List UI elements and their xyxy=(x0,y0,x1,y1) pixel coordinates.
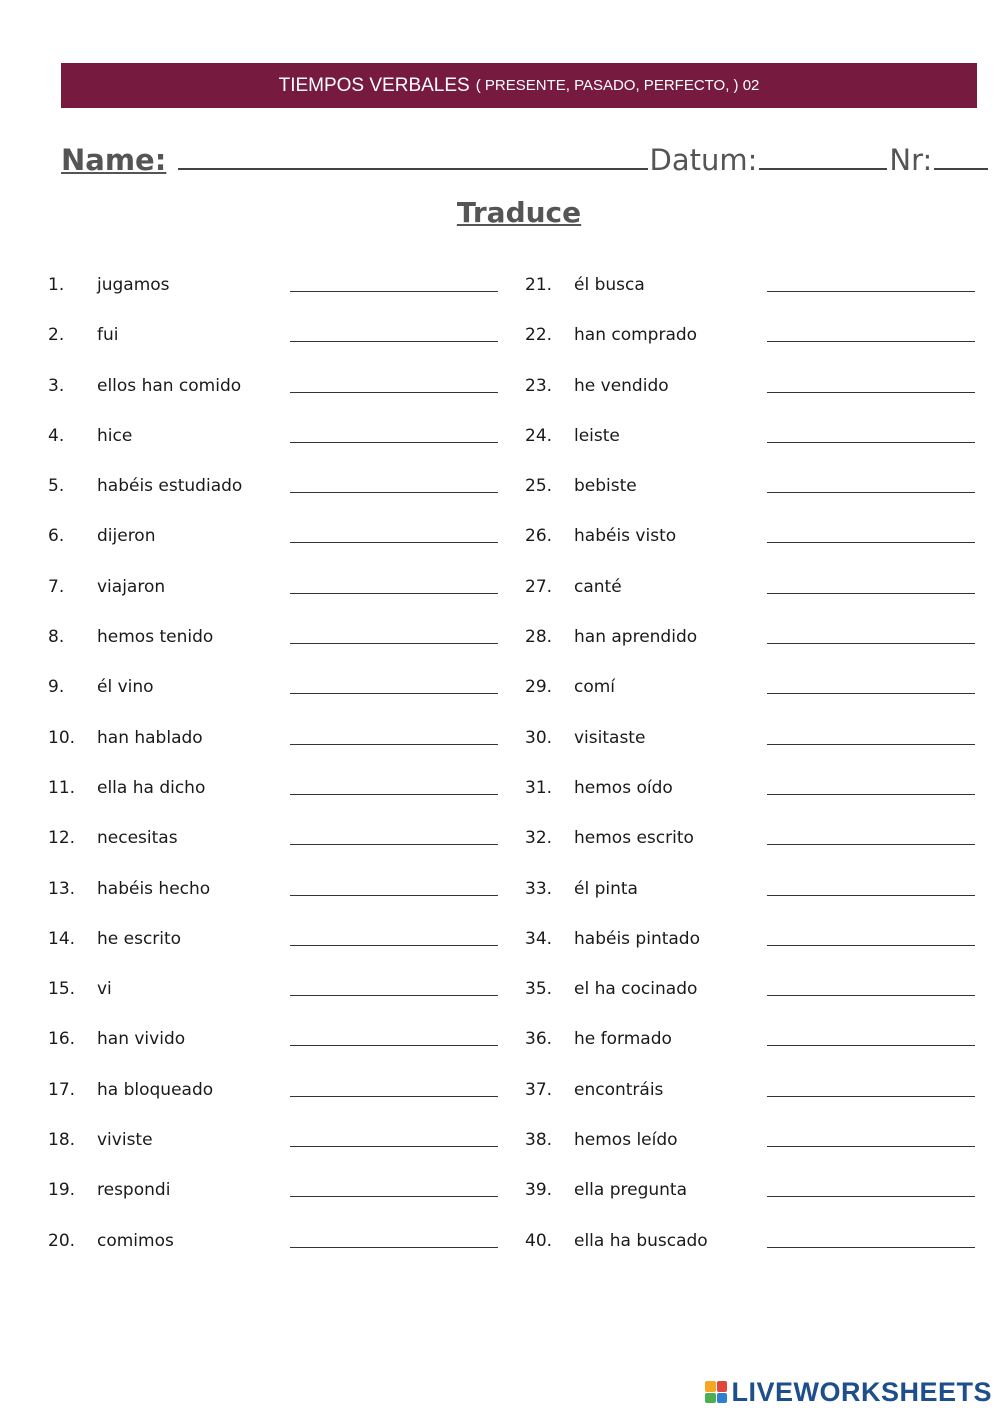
liveworksheets-logo xyxy=(705,1376,992,1408)
item-number: 22. xyxy=(525,325,553,346)
item-number: 3. xyxy=(48,375,65,396)
translation-answer-field[interactable] xyxy=(290,1247,498,1248)
banner-title: TIEMPOS VERBALES xyxy=(278,74,470,96)
spanish-verb: hemos leído xyxy=(574,1130,678,1151)
item-number: 4. xyxy=(48,425,65,446)
translation-answer-field[interactable] xyxy=(767,593,975,594)
spanish-verb: él vino xyxy=(97,677,154,698)
translation-answer-field[interactable] xyxy=(290,492,498,493)
spanish-verb: fui xyxy=(97,325,119,346)
spanish-verb: encontráis xyxy=(574,1079,664,1100)
exercise-row xyxy=(48,1221,508,1271)
item-number: 40. xyxy=(525,1230,553,1251)
spanish-verb: necesitas xyxy=(97,828,178,849)
exercise-row xyxy=(48,1120,508,1170)
item-number: 32. xyxy=(525,828,553,849)
exercise-row xyxy=(525,969,985,1019)
spanish-verb: él pinta xyxy=(574,878,638,899)
exercise-title: Traduce xyxy=(456,196,582,229)
exercise-row xyxy=(48,516,508,566)
spanish-verb: respondi xyxy=(97,1180,171,1201)
exercise-row xyxy=(48,1019,508,1069)
translation-answer-field[interactable] xyxy=(290,844,498,845)
item-number: 19. xyxy=(48,1180,76,1201)
item-number: 1. xyxy=(48,275,65,295)
translation-answer-field[interactable] xyxy=(767,1196,975,1197)
spanish-verb: han aprendido xyxy=(574,627,698,648)
exercise-row xyxy=(525,466,985,516)
exercise-row xyxy=(48,265,508,315)
spanish-verb: he escrito xyxy=(97,928,182,949)
spanish-verb: hice xyxy=(97,425,133,446)
spanish-verb: han vivido xyxy=(97,1029,186,1050)
translation-answer-field[interactable] xyxy=(767,542,975,543)
exercise-column-left xyxy=(48,265,508,1271)
item-number: 10. xyxy=(48,727,76,748)
spanish-verb: hemos oído xyxy=(574,777,673,798)
translation-answer-field[interactable] xyxy=(290,442,498,443)
translation-answer-field[interactable] xyxy=(290,392,498,393)
exercise-row xyxy=(48,1170,508,1220)
item-number: 29. xyxy=(525,677,553,698)
item-number: 15. xyxy=(48,979,76,1000)
spanish-verb: viviste xyxy=(97,1130,153,1151)
exercise-row xyxy=(525,869,985,919)
exercise-row xyxy=(525,617,985,667)
item-number: 14. xyxy=(48,928,76,949)
translation-answer-field[interactable] xyxy=(767,945,975,946)
translation-answer-field[interactable] xyxy=(290,794,498,795)
item-number: 36. xyxy=(525,1029,553,1050)
exercise-row xyxy=(48,567,508,617)
date-label: Datum: xyxy=(649,143,758,177)
exercise-row xyxy=(525,1070,985,1120)
translation-answer-field[interactable] xyxy=(767,844,975,845)
translation-answer-field[interactable] xyxy=(767,442,975,443)
item-number: 30. xyxy=(525,727,553,748)
item-number: 17. xyxy=(48,1079,76,1100)
spanish-verb: comí xyxy=(574,677,616,698)
exercise-row xyxy=(48,919,508,969)
item-number: 12. xyxy=(48,828,76,849)
translation-answer-field[interactable] xyxy=(767,995,975,996)
item-number: 20. xyxy=(48,1230,76,1251)
translation-answer-field[interactable] xyxy=(290,643,498,644)
translation-answer-field[interactable] xyxy=(767,341,975,342)
spanish-verb: hemos escrito xyxy=(574,828,694,849)
exercise-row xyxy=(525,265,985,315)
translation-answer-field[interactable] xyxy=(767,895,975,896)
item-number: 16. xyxy=(48,1029,76,1050)
exercise-row xyxy=(525,366,985,416)
exercise-row xyxy=(525,718,985,768)
exercise-row xyxy=(48,1070,508,1120)
exercise-row xyxy=(525,567,985,617)
logo-square xyxy=(705,1393,716,1404)
banner-subtitle: ( PRESENTE, PASADO, PERFECTO, ) 02 xyxy=(475,77,760,94)
translation-answer-field[interactable] xyxy=(290,1196,498,1197)
exercise-row xyxy=(48,416,508,466)
exercise-row xyxy=(525,818,985,868)
spanish-verb: ella ha buscado xyxy=(574,1230,708,1251)
exercise-row xyxy=(48,366,508,416)
translation-answer-field[interactable] xyxy=(767,1045,975,1046)
logo-mark-icon xyxy=(705,1381,727,1403)
exercise-row xyxy=(48,718,508,768)
item-number: 8. xyxy=(48,627,65,648)
translation-answer-field[interactable] xyxy=(290,895,498,896)
spanish-verb: he vendido xyxy=(574,375,669,396)
translation-answer-field[interactable] xyxy=(290,945,498,946)
item-number: 9. xyxy=(48,677,65,698)
translation-answer-field[interactable] xyxy=(767,291,975,292)
item-number: 39. xyxy=(525,1180,553,1201)
spanish-verb: ellos han comido xyxy=(97,375,242,396)
spanish-verb: han comprado xyxy=(574,325,698,346)
translation-answer-field[interactable] xyxy=(767,693,975,694)
spanish-verb: bebiste xyxy=(574,476,637,497)
exercise-row xyxy=(48,466,508,516)
translation-answer-field[interactable] xyxy=(767,1146,975,1147)
item-number: 18. xyxy=(48,1130,76,1151)
spanish-verb: habéis visto xyxy=(574,526,677,547)
exercise-row xyxy=(48,667,508,717)
item-number: 5. xyxy=(48,476,65,497)
exercise-row xyxy=(525,667,985,717)
translation-answer-field[interactable] xyxy=(290,693,498,694)
spanish-verb: vi xyxy=(97,979,112,1000)
translation-answer-field[interactable] xyxy=(767,392,975,393)
exercise-row xyxy=(525,919,985,969)
item-number: 11. xyxy=(48,777,76,798)
translation-answer-field[interactable] xyxy=(767,794,975,795)
item-number: 25. xyxy=(525,476,553,497)
translation-answer-field[interactable] xyxy=(290,1096,498,1097)
translation-answer-field[interactable] xyxy=(290,291,498,292)
student-info-line xyxy=(61,140,977,188)
exercise-row xyxy=(48,617,508,667)
spanish-verb: ha bloqueado xyxy=(97,1079,214,1100)
spanish-verb: ella ha dicho xyxy=(97,777,206,798)
translation-answer-field[interactable] xyxy=(767,744,975,745)
spanish-verb: el ha cocinado xyxy=(574,979,698,1000)
spanish-verb: he formado xyxy=(574,1029,672,1050)
exercise-row xyxy=(525,416,985,466)
translation-answer-field[interactable] xyxy=(767,1247,975,1248)
translation-answer-field[interactable] xyxy=(290,1045,498,1046)
logo-square xyxy=(717,1393,728,1404)
spanish-verb: hemos tenido xyxy=(97,627,214,648)
spanish-verb: leiste xyxy=(574,425,620,446)
exercise-column-right xyxy=(525,265,985,1271)
translation-answer-field[interactable] xyxy=(767,643,975,644)
exercise-row xyxy=(525,315,985,365)
translation-answer-field[interactable] xyxy=(290,995,498,996)
item-number: 24. xyxy=(525,425,553,446)
logo-square xyxy=(717,1381,728,1392)
number-field[interactable] xyxy=(934,140,988,170)
spanish-verb: habéis hecho xyxy=(97,878,211,899)
name-field[interactable] xyxy=(178,140,648,170)
exercise-row xyxy=(48,818,508,868)
item-number: 35. xyxy=(525,979,553,1000)
date-field[interactable] xyxy=(759,140,887,170)
translation-answer-field[interactable] xyxy=(767,1096,975,1097)
spanish-verb: jugamos xyxy=(97,275,170,295)
translation-answer-field[interactable] xyxy=(290,341,498,342)
exercise-row xyxy=(525,768,985,818)
spanish-verb: habéis estudiado xyxy=(97,476,243,497)
item-number: 28. xyxy=(525,627,553,648)
logo-text: LIVEWORKSHEETS xyxy=(731,1376,992,1407)
item-number: 37. xyxy=(525,1079,553,1100)
translation-answer-field[interactable] xyxy=(290,593,498,594)
spanish-verb: han hablado xyxy=(97,727,203,748)
exercise-row xyxy=(525,516,985,566)
spanish-verb: ella pregunta xyxy=(574,1180,688,1201)
item-number: 26. xyxy=(525,526,553,547)
item-number: 7. xyxy=(48,576,65,597)
exercise-row xyxy=(48,969,508,1019)
translation-answer-field[interactable] xyxy=(290,744,498,745)
exercise-row xyxy=(48,315,508,365)
item-number: 23. xyxy=(525,375,553,396)
item-number: 31. xyxy=(525,777,553,798)
exercise-row xyxy=(525,1170,985,1220)
exercise-row xyxy=(525,1019,985,1069)
item-number: 13. xyxy=(48,878,76,899)
number-label: Nr: xyxy=(889,143,933,177)
name-label: Name: xyxy=(61,143,167,177)
spanish-verb: dijeron xyxy=(97,526,156,547)
exercise-row xyxy=(48,768,508,818)
translation-answer-field[interactable] xyxy=(290,1146,498,1147)
exercise-row xyxy=(525,1221,985,1271)
spanish-verb: viajaron xyxy=(97,576,166,597)
item-number: 27. xyxy=(525,576,553,597)
exercise-row xyxy=(525,1120,985,1170)
exercise-row xyxy=(48,869,508,919)
item-number: 2. xyxy=(48,325,65,346)
spanish-verb: habéis pintado xyxy=(574,928,700,949)
item-number: 38. xyxy=(525,1130,553,1151)
item-number: 21. xyxy=(525,275,553,295)
item-number: 6. xyxy=(48,526,65,547)
translation-answer-field[interactable] xyxy=(290,542,498,543)
item-number: 33. xyxy=(525,878,553,899)
spanish-verb: comimos xyxy=(97,1230,174,1251)
spanish-verb: canté xyxy=(574,576,622,597)
logo-square xyxy=(705,1381,716,1392)
translation-answer-field[interactable] xyxy=(767,492,975,493)
title-banner xyxy=(61,63,977,108)
spanish-verb: visitaste xyxy=(574,727,646,748)
spanish-verb: él busca xyxy=(574,275,645,295)
item-number: 34. xyxy=(525,928,553,949)
